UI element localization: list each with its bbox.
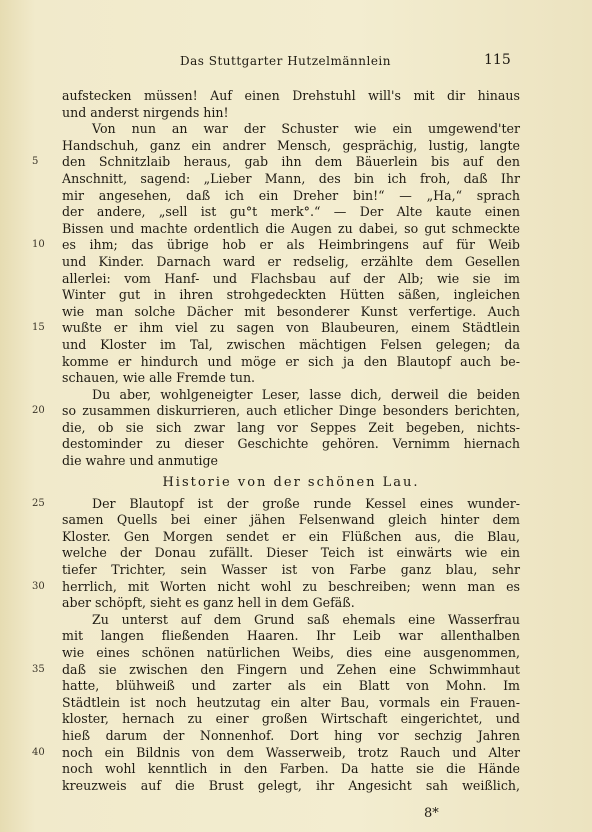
text-line <box>32 661 520 679</box>
line-text: Zu unterst auf dem Grund saß ehemals eine Wasserfrau <box>92 611 520 627</box>
text-line <box>62 695 520 712</box>
text-line <box>32 154 520 171</box>
line-text: Handschuh, ganz ein andrer Mensch, gesprächig, lustig, langte <box>62 137 520 153</box>
text-line <box>62 171 520 188</box>
text-line <box>62 304 520 321</box>
text-line <box>62 728 520 745</box>
line-number: 25 <box>32 497 45 509</box>
line-text: hatte, blühweiß und zarter als ein Blatt von Mohn. Im <box>62 678 520 694</box>
text-line <box>62 204 520 221</box>
text-line <box>62 370 520 387</box>
line-number: 5 <box>32 156 39 168</box>
line-text: komme er hindurch und möge er sich ja den Blautopf auch be- <box>62 353 520 369</box>
line-text: wußte er ihm viel zu sagen von Blaubeuren, einem Städtlein <box>62 320 520 336</box>
line-text: noch wohl kenntlich in den Farben. Da hatte sie die Hände <box>62 761 520 777</box>
line-text: den Schnitzlaib heraus, gab ihn dem Bäuerlein bis auf den <box>62 154 520 170</box>
text-line <box>62 271 520 288</box>
text-line <box>32 320 520 337</box>
line-text: Kloster. Gen Morgen sendet er ein Flüßchen aus, die Blau, <box>62 528 520 544</box>
text-line <box>62 221 520 238</box>
line-text: mir angesehen, daß ich ein Dreher bin!“ — „Ha,“ sprach <box>62 187 520 203</box>
line-text: allerlei: vom Hanf- und Flachsbau auf der Alb; wie sie im <box>62 270 520 286</box>
line-text: Von nun an war der Schuster wie ein umgewend'ter <box>92 121 520 137</box>
line-text: es ihm; das übrige hob er als Heimbringens auf für Weib <box>62 237 520 253</box>
page-header <box>0 52 592 72</box>
line-text: Städtlein ist noch heutzutag ein alter Bau, vormals ein Frauen- <box>62 694 520 710</box>
text-line <box>32 578 520 596</box>
line-text: Du aber, wohlgeneigter Leser, lasse dich, derweil die beiden <box>92 386 520 402</box>
text-line <box>62 121 520 138</box>
text-line <box>62 628 520 645</box>
line-text: Der Blautopf ist der große runde Kessel eines wunder- <box>92 495 520 511</box>
line-text: tiefer Trichter, sein Wasser ist von Farbe ganz blau, sehr <box>62 562 520 578</box>
line-text: schauen, wie alle Fremde tun. <box>62 370 256 386</box>
text-line <box>62 612 520 629</box>
text-line <box>62 436 520 453</box>
line-number: 20 <box>32 405 45 417</box>
line-number: 30 <box>32 580 45 592</box>
line-number: 15 <box>32 322 45 334</box>
line-text: der andere, „sell ist gu°t merk°.“ — Der Alte kaute einen <box>62 204 520 220</box>
line-text: kloster, hernach zu einer großen Wirtschaft eingerichtet, und <box>62 711 520 727</box>
line-text: hieß darum der Nonnenhof. Dort hing vor sechzig Jahren <box>62 727 520 743</box>
text-line <box>62 105 520 122</box>
text-line <box>62 287 520 304</box>
text-line <box>62 545 520 562</box>
line-text: destominder zu dieser Geschichte gehören. Vernimm hiernach <box>62 436 520 452</box>
text-line <box>62 354 520 371</box>
line-text: daß sie zwischen den Fingern und Zehen eine Schwimmhaut <box>62 661 520 677</box>
text-line <box>62 453 520 470</box>
line-text: Winter gut in ihren strohgedeckten Hütten säßen, ingleichen <box>62 287 520 303</box>
page-number: 115 <box>484 52 511 68</box>
text-line <box>32 744 520 762</box>
line-text: kreuzweis auf die Brust gelegt, ihr Angesicht sah weißlich, <box>62 777 520 793</box>
line-text: die wahre und anmutige <box>62 453 218 469</box>
line-text: mit langen fließenden Haaren. Ihr Leib war allenthalben <box>62 628 520 644</box>
text-line <box>62 138 520 155</box>
line-text: aber schöpft, sieht es ganz hell in dem Gefäß. <box>62 595 355 611</box>
line-number: 40 <box>32 746 45 758</box>
text-line <box>62 529 520 546</box>
line-text: Bissen und machte ordentlich die Augen zu dabei, so gut schmeckte <box>62 220 520 236</box>
text-line <box>62 188 520 205</box>
line-text: und anderst nirgends hin! <box>62 104 229 120</box>
text-line <box>62 254 520 271</box>
body-text <box>32 88 520 794</box>
line-text: wie man solche Dächer mit besonderer Kunst verfertige. Auch <box>62 303 520 319</box>
text-line <box>62 595 520 612</box>
line-text: welche der Donau zufällt. Dieser Teich ist einwärts wie ein <box>62 545 520 561</box>
text-line <box>62 562 520 579</box>
running-title: Das Stuttgarter Hutzelmännlein <box>180 54 391 68</box>
text-line <box>62 711 520 728</box>
line-number: 10 <box>32 239 45 251</box>
line-text: die, ob sie sich zwar lang vor Seppes Zeit begeben, nichts- <box>62 419 520 435</box>
section-heading <box>62 470 520 496</box>
text-line <box>62 645 520 662</box>
line-text: wie eines schönen natürlichen Weibs, dies eine ausgenommen, <box>62 645 520 660</box>
line-text: herrlich, mit Worten nicht wohl zu beschreiben; wenn man es <box>62 578 520 594</box>
text-line <box>62 761 520 778</box>
text-line <box>32 403 520 420</box>
line-text: so zusammen diskurrieren, auch etlicher Dinge besonders berichten, <box>62 403 520 419</box>
line-text: Historie von der schönen Lau. <box>162 474 420 490</box>
line-text: aufstecken müssen! Auf einen Drehstuhl will's mit dir hinaus <box>62 88 520 103</box>
line-text: samen Quells bei einer jähen Felsenwand gleich hinter dem <box>62 512 520 528</box>
line-text: noch ein Bildnis von dem Wasserweib, trotz Rauch und Alter <box>62 744 520 760</box>
text-line <box>32 237 520 254</box>
text-line <box>62 778 520 795</box>
text-line <box>62 88 520 105</box>
line-number: 35 <box>32 663 45 675</box>
text-line <box>62 420 520 437</box>
text-line <box>62 387 520 404</box>
line-text: Anschnitt, sagend: „Lieber Mann, des bin ich froh, daß Ihr <box>62 170 520 186</box>
text-line <box>32 495 520 513</box>
text-line <box>62 678 520 695</box>
signature-mark: 8* <box>424 806 439 821</box>
text-line <box>62 512 520 529</box>
text-line <box>62 337 520 354</box>
line-text: und Kloster im Tal, zwischen mächtigen Felsen gelegen; da <box>62 336 520 352</box>
line-text: und Kinder. Darnach ward er redselig, erzählte dem Gesellen <box>62 253 520 269</box>
